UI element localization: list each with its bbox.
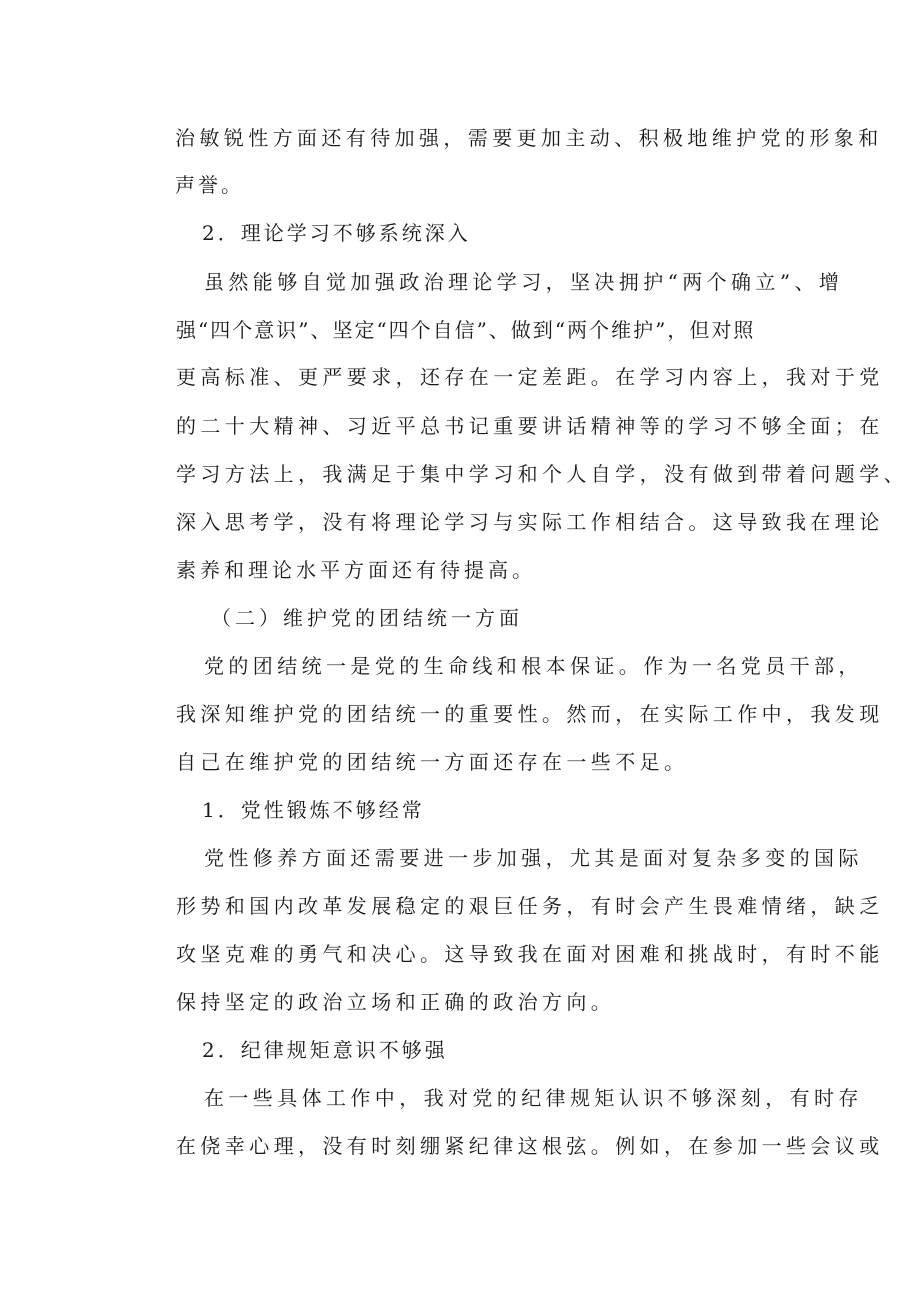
paragraph-line: 声誉。 [175, 173, 244, 197]
paragraph-line: 形势和国内改革发展稳定的艰巨任务，有时会产生畏难情绪，缺乏 [176, 894, 884, 918]
paragraph-line: 治敏锐性方面还有待加强，需要更加主动、积极地维护党的形象和 [175, 126, 883, 150]
paragraph-line: 在侥幸心理，没有时刻绷紧纪律这根弦。例如，在参加一些会议或 [176, 1134, 884, 1158]
paragraph-line: 虽然能够自觉加强政治理论学习，坚决拥护“两个确立”、增 [204, 270, 844, 294]
paragraph-line: 深入思考学，没有将理论学习与实际工作相结合。这导致我在理论 [176, 510, 884, 534]
section-heading: 2．理论学习不够系统深入 [202, 221, 471, 245]
paragraph-line: 攻坚克难的勇气和决心。这导致我在面对困难和挑战时，有时不能 [176, 942, 884, 966]
paragraph-line: 我深知维护党的团结统一的重要性。然而，在实际工作中，我发现 [176, 702, 884, 726]
section-heading: 1．党性锻炼不够经常 [202, 798, 425, 822]
paragraph-line: 党的团结统一是党的生命线和根本保证。作为一名党员干部， [204, 654, 863, 678]
paragraph-line: 素养和理论水平方面还有待提高。 [176, 558, 536, 582]
paragraph-line: 保持坚定的政治立场和正确的政治方向。 [176, 990, 616, 1014]
paragraph-line: 强“四个意识”、坚定“四个自信”、做到“两个维护”，但对照 [176, 318, 756, 342]
paragraph-line: 的二十大精神、习近平总书记重要讲话精神等的学习不够全面；在 [176, 414, 884, 438]
section-heading: 2．纪律规矩意识不够强 [202, 1038, 448, 1062]
paragraph-line: 自己在维护党的团结统一方面还存在一些不足。 [176, 750, 689, 774]
paragraph-line: 更高标准、更严要求，还存在一定差距。在学习内容上，我对于党 [176, 365, 884, 389]
paragraph-line: 在一些具体工作中，我对党的纪律规矩认识不够深刻，有时存 [204, 1086, 863, 1110]
paragraph-line: 学习方法上，我满足于集中学习和个人自学，没有做到带着问题学、 [176, 462, 908, 486]
section-heading: （二）维护党的团结统一方面 [211, 606, 523, 630]
paragraph-line: 党性修养方面还需要进一步加强，尤其是面对复杂多变的国际 [204, 846, 863, 870]
